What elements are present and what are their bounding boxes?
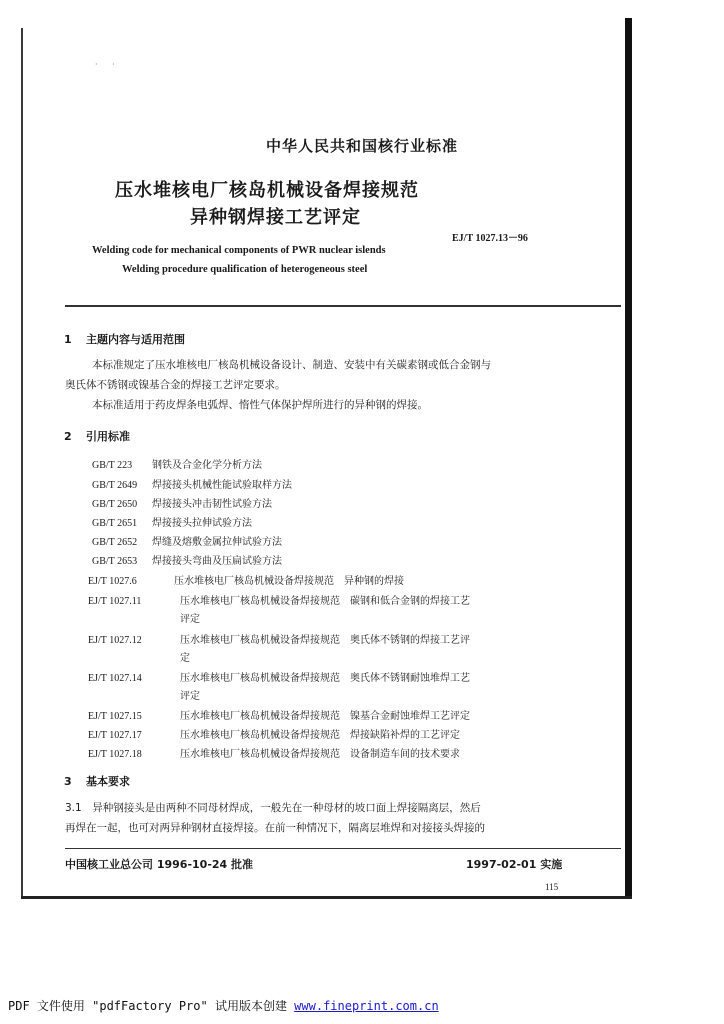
section-1-paragraph-2: 本标准适用于药皮焊条电弧焊、惰性气体保护焊所进行的异种钢的焊接。 (92, 399, 428, 411)
org-title: 中华人民共和国核行业标准 (265, 137, 458, 155)
header-divider (65, 305, 621, 307)
section-3-paragraph-line2: 再焊在一起，也可对两异种钢材直接焊接。在前一种情况下，隔离层堆焊和对接接头焊接的 (65, 822, 485, 834)
approval-date: 中国核工业总公司 1996-10-24 批准 (65, 858, 254, 871)
reference-item: GB/T 2650 焊接接头冲击韧性试验方法 (92, 499, 272, 510)
scan-bottom-edge (21, 896, 632, 899)
reference-item: GB/T 2649 焊接接头机械性能试验取样方法 (92, 480, 292, 491)
reference-item-continuation: 定 (180, 653, 190, 664)
reference-item: GB/T 2651 焊接接头拉伸试验方法 (92, 518, 252, 529)
reference-item: EJ/T 1027.12 压水堆核电厂核岛机械设备焊接规范 奥氏体不锈钢的焊接工艺评 (88, 635, 470, 646)
reference-item: EJ/T 1027.15 压水堆核电厂核岛机械设备焊接规范 镍基合金耐蚀堆焊工艺评定 (88, 711, 470, 722)
standard-number: EJ/T 1027.13－96 (452, 233, 528, 244)
document-title-line1: 压水堆核电厂核岛机械设备焊接规范 (115, 180, 419, 201)
footer-divider (65, 848, 621, 849)
reference-item-continuation: 评定 (180, 614, 200, 625)
scan-noise: · · (95, 60, 121, 69)
english-title-line1: Welding code for mechanical components of PWR nuclear islends (92, 245, 386, 256)
scan-left-edge (21, 28, 23, 898)
fineprint-link[interactable]: www.fineprint.com.cn (294, 999, 439, 1013)
section-3-paragraph-line1: 3.1 异种钢接头是由两种不同母材焊成，一般先在一种母材的坡口面上焊接隔离层，然后 (65, 802, 481, 814)
pdf-watermark-note (8, 997, 439, 1014)
reference-item: EJ/T 1027.17 压水堆核电厂核岛机械设备焊接规范 焊接缺陷补焊的工艺评定 (88, 730, 460, 741)
page-number: 115 (545, 882, 559, 892)
reference-item: EJ/T 1027.18 压水堆核电厂核岛机械设备焊接规范 设备制造车间的技术要求 (88, 749, 460, 760)
reference-item: EJ/T 1027.14 压水堆核电厂核岛机械设备焊接规范 奥氏体不锈钢耐蚀堆焊工艺 (88, 673, 470, 684)
reference-item: GB/T 2652 焊缝及熔敷金属拉伸试验方法 (92, 537, 282, 548)
reference-item: EJ/T 1027.11 压水堆核电厂核岛机械设备焊接规范 碳钢和低合金钢的焊接工艺 (88, 596, 470, 607)
document-title-line2: 异种钢焊接工艺评定 (190, 207, 361, 228)
section-1-paragraph-1-line1: 本标准规定了压水堆核电厂核岛机械设备设计、制造、安装中有关碳素钢或低合金钢与 (92, 359, 491, 371)
pdf-note-text: PDF 文件使用 "pdfFactory Pro" 试用版本创建 (8, 999, 295, 1013)
reference-item: EJ/T 1027.6 压水堆核电厂核岛机械设备焊接规范 异种钢的焊接 (88, 576, 404, 587)
section-2-heading: 2 引用标准 (64, 430, 130, 443)
reference-item: GB/T 223 钢铁及合金化学分析方法 (92, 460, 262, 471)
section-1-heading: 1 主题内容与适用范围 (64, 333, 185, 346)
reference-item-continuation: 评定 (180, 691, 200, 702)
section-3-heading: 3 基本要求 (64, 775, 130, 788)
english-title-line2: Welding procedure qualification of heterogeneous steel (122, 264, 368, 275)
reference-item: GB/T 2653 焊接接头弯曲及压扁试验方法 (92, 556, 282, 567)
section-1-paragraph-1-line2: 奥氏体不锈钢或镍基合金的焊接工艺评定要求。 (65, 379, 286, 391)
implementation-date: 1997-02-01 实施 (466, 858, 563, 871)
